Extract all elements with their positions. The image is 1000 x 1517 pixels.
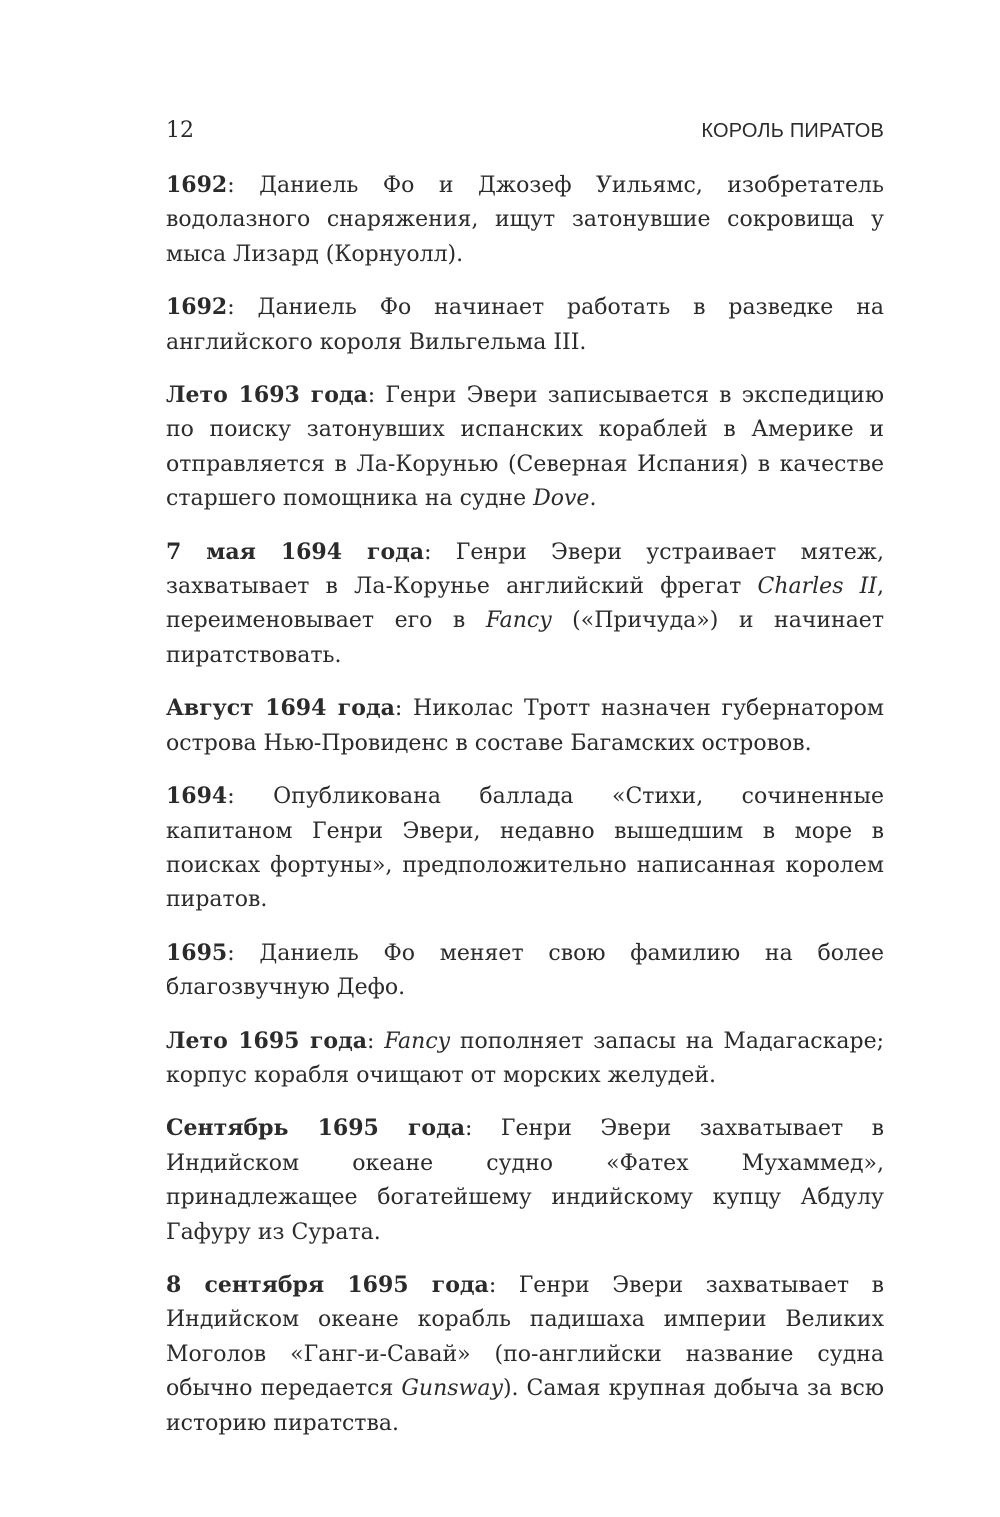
chronology-entry <box>166 290 884 360</box>
chronology-entry <box>166 378 884 517</box>
entry-text: : Генри Эвери захватывает в Индийском океане судно «Фатех Мухаммед», принадлежащее богатейшему индийскому купцу Абдулу Гафуру из Сурата. <box>166 1116 885 1245</box>
chronology-entry <box>166 168 884 272</box>
entry-text: : Генри Эвери записывается в экспедицию по поиску затонувших испанских кораблей в Америке и отправляется в Ла-Корунью (Северная Испания) в качестве старшего помощника на судне <box>166 383 884 512</box>
ship-name: Fancy <box>485 608 552 634</box>
entry-text: : Генри Эвери захватывает в Индийском океане корабль падишаха империи Великих Моголов «Ганг-и-Савай» (по-английски название судна обычно передается <box>166 1272 884 1402</box>
entry-text: («Причуда») и начинает пиратствовать. <box>166 608 884 668</box>
chronology-list <box>166 168 884 1459</box>
ship-name: Gunsway <box>401 1376 503 1402</box>
entry-text: , переименовывает его в <box>166 574 885 634</box>
entry-text: : Даниель Фо и Джозеф Уильямс, изобретатель водолазного снаряжения, ищут затонувшие сокровища у мыса Лизард (Корнуолл). <box>166 173 884 267</box>
ship-name: Charles II <box>757 574 878 600</box>
entry-text: : Генри Эвери устраивает мятеж, захватывает в Ла-Корунье английский фрегат <box>166 539 884 600</box>
running-head <box>166 114 884 148</box>
chronology-entry <box>166 936 884 1006</box>
page-number: 12 <box>166 118 194 143</box>
ship-name: Dove <box>533 486 590 512</box>
entry-text: : Опубликована баллада «Стихи, сочиненные капитаном Генри Эвери, недавно вышедшим в море в поисках фортуны», предположительно написанная королем пиратов. <box>166 784 884 913</box>
entry-date: Август 1694 года <box>166 695 395 722</box>
entry-text: : Даниель Фо начинает работать в разведке на английского короля Вильгельма III. <box>166 295 884 355</box>
chronology-entry <box>166 691 884 761</box>
entry-text: : <box>367 1028 385 1054</box>
entry-text: : Николас Тротт назначен губернатором острова Нью-Провиденс в составе Багамских островов. <box>166 696 884 756</box>
entry-date: 1695 <box>166 939 228 966</box>
entry-date: 8 сентября 1695 года <box>166 1271 489 1298</box>
entry-date: 1694 <box>166 783 228 810</box>
entry-text: ). Самая крупная добыча за всю историю пиратства. <box>166 1376 884 1436</box>
entry-date: Лето 1693 года <box>166 382 368 409</box>
chronology-entry <box>166 779 884 918</box>
chronology-entry <box>166 1268 884 1441</box>
chronology-entry <box>166 1024 884 1094</box>
chronology-entry <box>166 1111 884 1250</box>
entry-text: : Даниель Фо меняет свою фамилию на более благозвучную Дефо. <box>166 940 884 1001</box>
ship-name: Fancy <box>384 1028 451 1054</box>
entry-date: 1692 <box>166 172 228 198</box>
book-page <box>166 0 884 1517</box>
entry-date: 1692 <box>166 294 228 321</box>
entry-text: . <box>589 486 597 512</box>
book-title: КОРОЛЬ ПИРАТОВ <box>701 120 884 142</box>
entry-date: Сентябрь 1695 года <box>166 1115 466 1142</box>
chronology-entry <box>166 535 884 674</box>
entry-text: пополняет запасы на Мадагаскаре; корпус корабля очищают от морских желудей. <box>166 1028 885 1088</box>
entry-date: Лето 1695 года <box>166 1027 368 1054</box>
entry-date: 7 мая 1694 года <box>166 538 425 565</box>
